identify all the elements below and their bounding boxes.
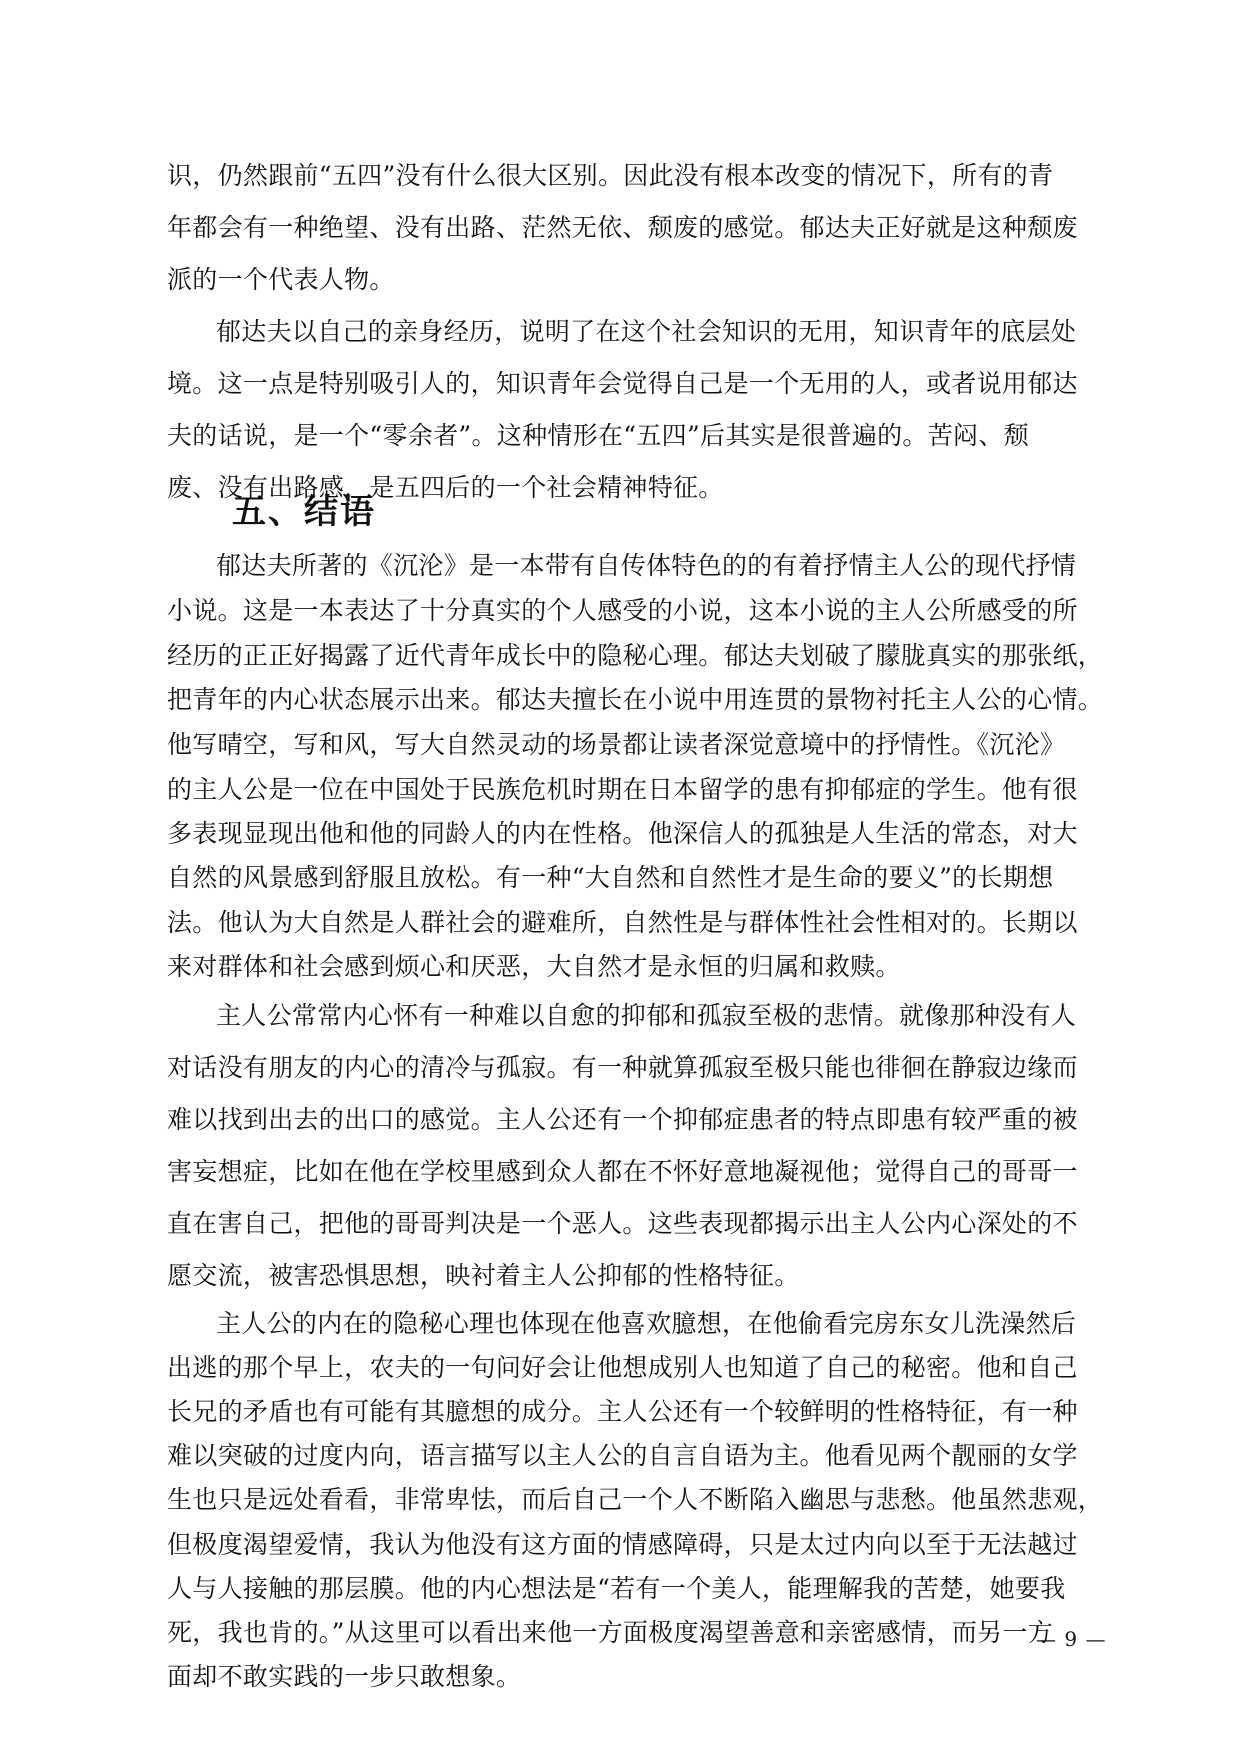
text-line: 但极度渴望爱情，我认为他没有这方面的情感障碍，只是太过内向以至于无法越过 [167, 1530, 1078, 1559]
text-line: 他写晴空，写和风，写大自然灵动的场景都让读者深觉意境中的抒情性。《沉沦》 [167, 730, 1066, 759]
text-line: 主人公的内在的隐秘心理也体现在他喜欢臆想，在他偷看完房东女儿洗澡然后 [216, 1309, 1077, 1338]
text-line: 长兄的矛盾也有可能有其臆想的成分。主人公还有一个较鲜明的性格特征，有一种 [167, 1397, 1078, 1426]
text-line: 害妄想症，比如在他在学校里感到众人都在不怀好意地凝视他；觉得自己的哥哥一 [167, 1157, 1078, 1186]
page-number: — 9 — [1036, 1627, 1107, 1651]
text-line: 出逃的那个早上，农夫的一句问好会让他想成别人也知道了自己的秘密。他和自己 [167, 1353, 1078, 1382]
text-line: 郁达夫所著的《沉沦》是一本带有自传体特色的的有着抒情主人公的现代抒情 [216, 551, 1077, 580]
text-line: 境。这一点是特别吸引人的，知识青年会觉得自己是一个无用的人，或者说用郁达 [167, 369, 1078, 398]
text-line: 对话没有朋友的内心的清冷与孤寂。有一种就算孤寂至极只能也徘徊在静寂边缘而 [167, 1053, 1078, 1082]
text-line: 夫的话说，是一个“零余者”。这种情形在“五四”后其实是很普遍的。苦闷、颓 [167, 421, 1029, 450]
text-line: 把青年的内心状态展示出来。郁达夫擅长在小说中用连贯的景物衬托主人公的心情。 [167, 685, 1104, 714]
text-line: 的主人公是一位在中国处于民族危机时期在日本留学的患有抑郁症的学生。他有很 [167, 775, 1078, 804]
text-line: 经历的正正好揭露了近代青年成长中的隐秘心理。郁达夫划破了朦胧真实的那张纸， [167, 641, 1104, 670]
text-line: 识，仍然跟前“五四”没有什么很大区别。因此没有根本改变的情况下，所有的青 [167, 161, 1054, 190]
text-line: 愿交流，被害恐惧思想，映衬着主人公抑郁的性格特征。 [167, 1261, 800, 1290]
text-line: 法。他认为大自然是人群社会的避难所，自然性是与群体性社会性相对的。长期以 [167, 908, 1078, 937]
text-line: 难以找到出去的出口的感觉。主人公还有一个抑郁症患者的特点即患有较严重的被 [167, 1105, 1078, 1134]
text-line: 难以突破的过度内向，语言描写以主人公的自言自语为主。他看见两个靓丽的女学 [167, 1441, 1078, 1470]
text-line: 年都会有一种绝望、没有出路、茫然无依、颓废的感觉。郁达夫正好就是这种颓废 [167, 213, 1078, 242]
section-heading: 五、结语 [232, 492, 376, 532]
text-line: 死，我也肯的。”从这里可以看出来他一方面极度渴望善意和亲密感情，而另一方 [167, 1618, 1054, 1647]
text-line: 人与人接触的那层膜。他的内心想法是“若有一个美人，能理解我的苦楚，她要我 [167, 1574, 1066, 1603]
text-line: 派的一个代表人物。 [167, 265, 395, 294]
text-line: 主人公常常内心怀有一种难以自愈的抑郁和孤寂至极的悲情。就像那种没有人 [216, 1001, 1077, 1030]
text-line: 废、没有出路感，是五四后的一个社会精神特征。 [167, 473, 724, 502]
text-line: 直在害自己，把他的哥哥判决是一个恶人。这些表现都揭示出主人公内心深处的不 [167, 1209, 1078, 1238]
text-line: 多表现显现出他和他的同龄人的内在性格。他深信人的孤独是人生活的常态，对大 [167, 819, 1078, 848]
text-line: 生也只是远处看看，非常卑怯，而后自己一个人不断陷入幽思与悲愁。他虽然悲观， [167, 1485, 1104, 1514]
text-line: 小说。这是一本表达了十分真实的个人感受的小说，这本小说的主人公所感受的所 [167, 596, 1078, 625]
text-line: 来对群体和社会感到烦心和厌恶，大自然才是永恒的归属和救赎。 [167, 952, 901, 981]
text-line: 面却不敢实践的一步只敢想象。 [167, 1662, 522, 1691]
text-line: 郁达夫以自己的亲身经历，说明了在这个社会知识的无用，知识青年的底层处 [216, 317, 1077, 346]
text-line: 自然的风景感到舒服且放松。有一种“大自然和自然性才是生命的要义”的长期想 [167, 863, 1054, 892]
